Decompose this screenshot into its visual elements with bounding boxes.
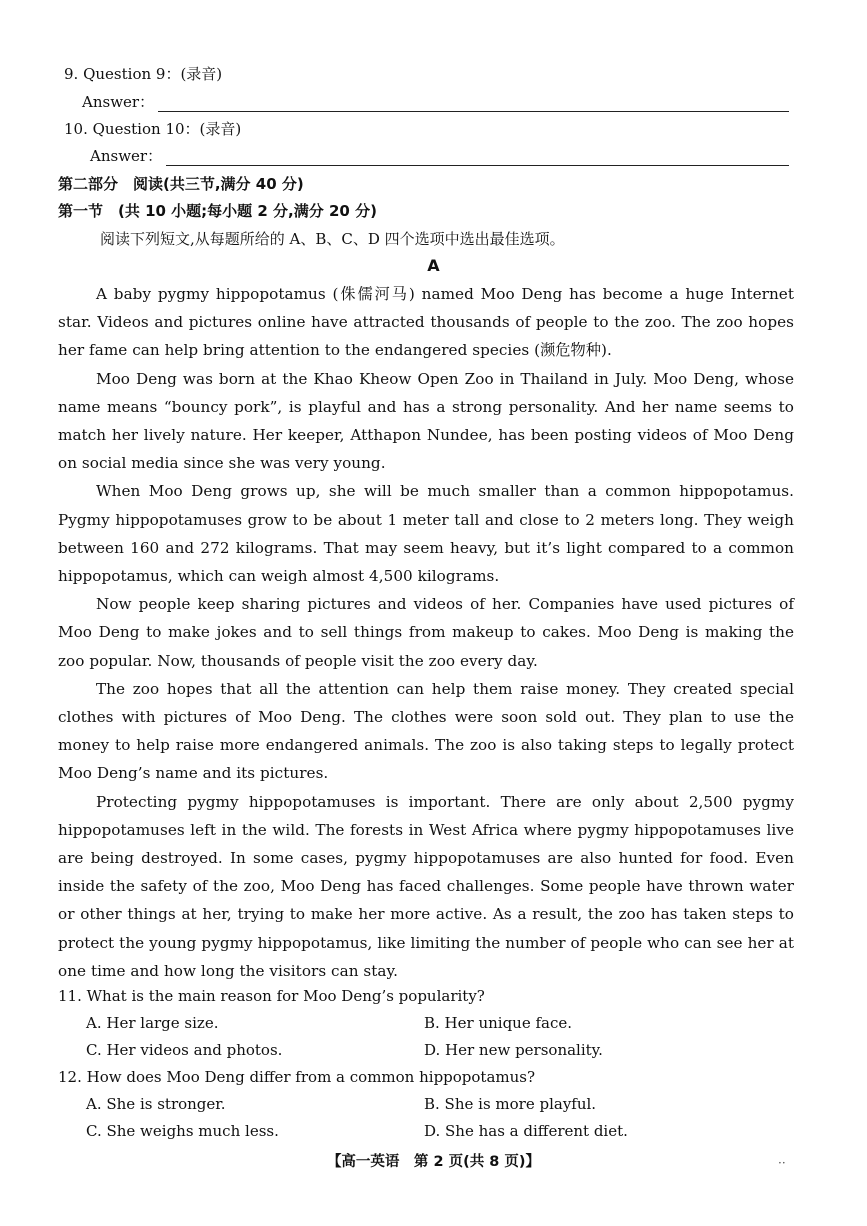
passage-paragraph: The zoo hopes that all the attention can help them raise money. They created special clothes with pictures of Moo Deng. The clothes were soon sold out. They plan to use the money to help raise more endangered animals. The zoo is also taking steps to legally protect Moo Deng’s name and its pictures.: [58, 679, 794, 783]
section-instruction: 阅读下列短文,从每题所给的 A、B、C、D 四个选项中选出最佳选项。: [100, 230, 565, 248]
question-12-option-c[interactable]: C. She weighs much less.: [86, 1122, 279, 1140]
question-9-answer-row: [82, 92, 789, 112]
question-11-option-b[interactable]: B. Her unique face.: [424, 1014, 573, 1032]
question-10-answer-line[interactable]: [166, 151, 789, 166]
question-9-answer-line[interactable]: [158, 97, 789, 112]
question-10-answer-label: Answer：: [90, 147, 163, 165]
question-12-option-a[interactable]: A. She is stronger.: [86, 1095, 226, 1113]
question-11-option-d[interactable]: D. Her new personality.: [424, 1041, 603, 1059]
passage-body: [58, 280, 794, 985]
question-12: [58, 1067, 798, 1148]
question-10-answer-row: [90, 146, 789, 166]
page-footer: 【高一英语 第 2 页(共 8 页)】: [326, 1154, 541, 1170]
question-11-option-c[interactable]: C. Her videos and photos.: [86, 1041, 283, 1059]
question-12-option-d[interactable]: D. She has a different diet.: [424, 1122, 628, 1140]
footer-mark: ··: [778, 1156, 786, 1170]
question-11-option-a[interactable]: A. Her large size.: [86, 1014, 219, 1032]
question-12-stem: 12. How does Moo Deng differ from a common hippopotamus?: [58, 1068, 536, 1086]
question-11-options-row-1: [58, 1013, 798, 1040]
question-11-options-row-2: [58, 1040, 798, 1067]
passage-paragraph: Moo Deng was born at the Khao Kheow Open Zoo in Thailand in July. Moo Deng, whose name means “bouncy pork”, is playful and has a strong personality. And her name seems to match her lively nature. Her keeper, Atthapon Nundee, has been posting videos of Moo Deng on social media since she was very young.: [58, 369, 794, 473]
passage-paragraph: A baby pygmy hippopotamus (侏儒河马) named Moo Deng has become a huge Internet star. Videos and pictures online have attracted thousands of people to the zoo. The zoo hopes her fame can help bring attention to the endangered species (濒危物种).: [58, 285, 794, 360]
passage-paragraph: Protecting pygmy hippopotamuses is important. There are only about 2,500 pygmy hippopotamuses left in the wild. The forests in West Africa where pygmy hippopotamuses live are being destroyed. In some cases, pygmy hippopotamuses are also hunted for food. Even inside the safety of the zoo, Moo Deng has faced challenges. Some people have thrown water or other things at her, trying to make her more active. As a result, the zoo has taken steps to protect the young pygmy hippopotamus, like limiting the number of people who can see her at one time and how long the visitors can stay.: [58, 792, 794, 980]
question-11: [58, 986, 798, 1067]
section-sub-title: 第一节 (共 10 小题;每小题 2 分,满分 20 分): [58, 202, 377, 220]
question-11-stem: 11. What is the main reason for Moo Deng’s popularity?: [58, 987, 485, 1005]
section-title: 第二部分 阅读(共三节,满分 40 分): [58, 175, 304, 193]
question-9-label: 9. Question 9：(录音): [64, 65, 223, 83]
question-9-answer-label: Answer：: [82, 93, 155, 111]
passage-paragraph: When Moo Deng grows up, she will be much smaller than a common hippopotamus. Pygmy hippopotamuses grow to be about 1 meter tall and close to 2 meters long. They weigh between 160 and 272 kilograms. That may seem heavy, but it’s light compared to a common hippopotamus, which can weigh almost 4,500 kilograms.: [58, 482, 794, 586]
passage-paragraph: Now people keep sharing pictures and videos of her. Companies have used pictures of Moo Deng to make jokes and to sell things from makeup to cakes. Moo Deng is making the zoo popular. Now, thousands of people visit the zoo every day.: [58, 595, 794, 670]
passage-letter: A: [427, 256, 440, 275]
question-12-options-row-1: [58, 1094, 798, 1121]
question-12-options-row-2: [58, 1121, 798, 1148]
question-10-label: 10. Question 10：(录音): [64, 120, 242, 138]
question-12-option-b[interactable]: B. She is more playful.: [424, 1095, 597, 1113]
